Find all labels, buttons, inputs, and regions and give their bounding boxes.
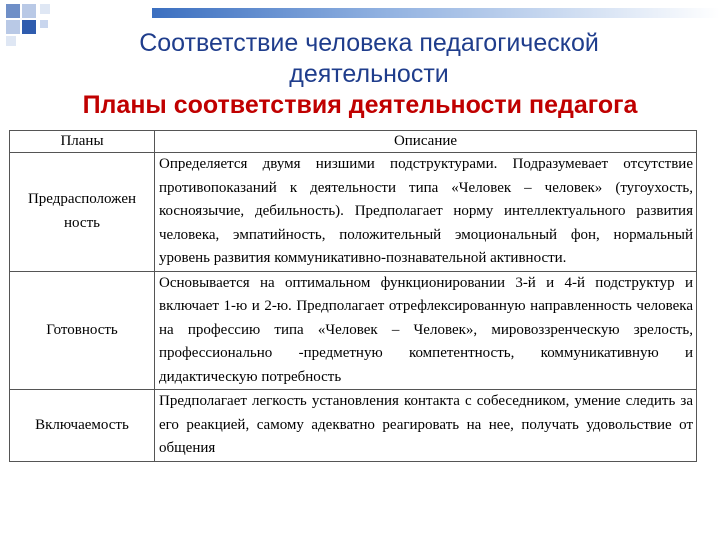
description-cell: Предполагает легкость установления контакта с собеседником, умение следить за его реакцией, самому адекватно реагировать на нее, получать удовольствие от общения <box>155 390 697 462</box>
title-line-1: Соответствие человека педагогической <box>139 29 599 57</box>
table-row <box>10 390 697 462</box>
plan-cell <box>10 153 155 272</box>
plans-table <box>9 130 697 462</box>
header-plans: Планы <box>10 131 155 153</box>
table-row <box>10 153 697 272</box>
header-description: Описание <box>155 131 697 153</box>
description-cell: Определяется двумя низшими подструктурами. Подразумевает отсутствие противопоказаний к деятельности типа «Человек – человек» (тугоухость, косноязычие, дебильность). Предполагает норму интеллектуального развития человека, эмпатийность, положительный эмоциональный фон, нормальный уровень развития коммуникативно-познавательной активности. <box>155 153 697 272</box>
plan-name-continued: ность <box>64 214 100 231</box>
plan-name: Включаемость <box>35 416 129 433</box>
slide-subtitle: Планы соответствия деятельности педагога <box>82 91 638 119</box>
table-header-row <box>10 131 697 153</box>
table-row <box>10 271 697 390</box>
title-line-2: деятельности <box>289 60 449 88</box>
plan-name: Предрасположен <box>27 191 137 208</box>
plan-cell <box>10 390 155 462</box>
plan-cell <box>10 271 155 390</box>
description-cell: Основывается на оптимальном функционировании 3-й и 4-й подструктур и включает 1-ю и 2-ю. Предполагает отрефлексированную направленность человека на профессию типа «Человек – Человек», мировоззренческую зрелость, профессионально -предметную компетентность, коммуникативную и дидактическую потребность <box>155 271 697 390</box>
plan-name: Готовность <box>46 321 118 338</box>
slide-title <box>0 28 720 121</box>
